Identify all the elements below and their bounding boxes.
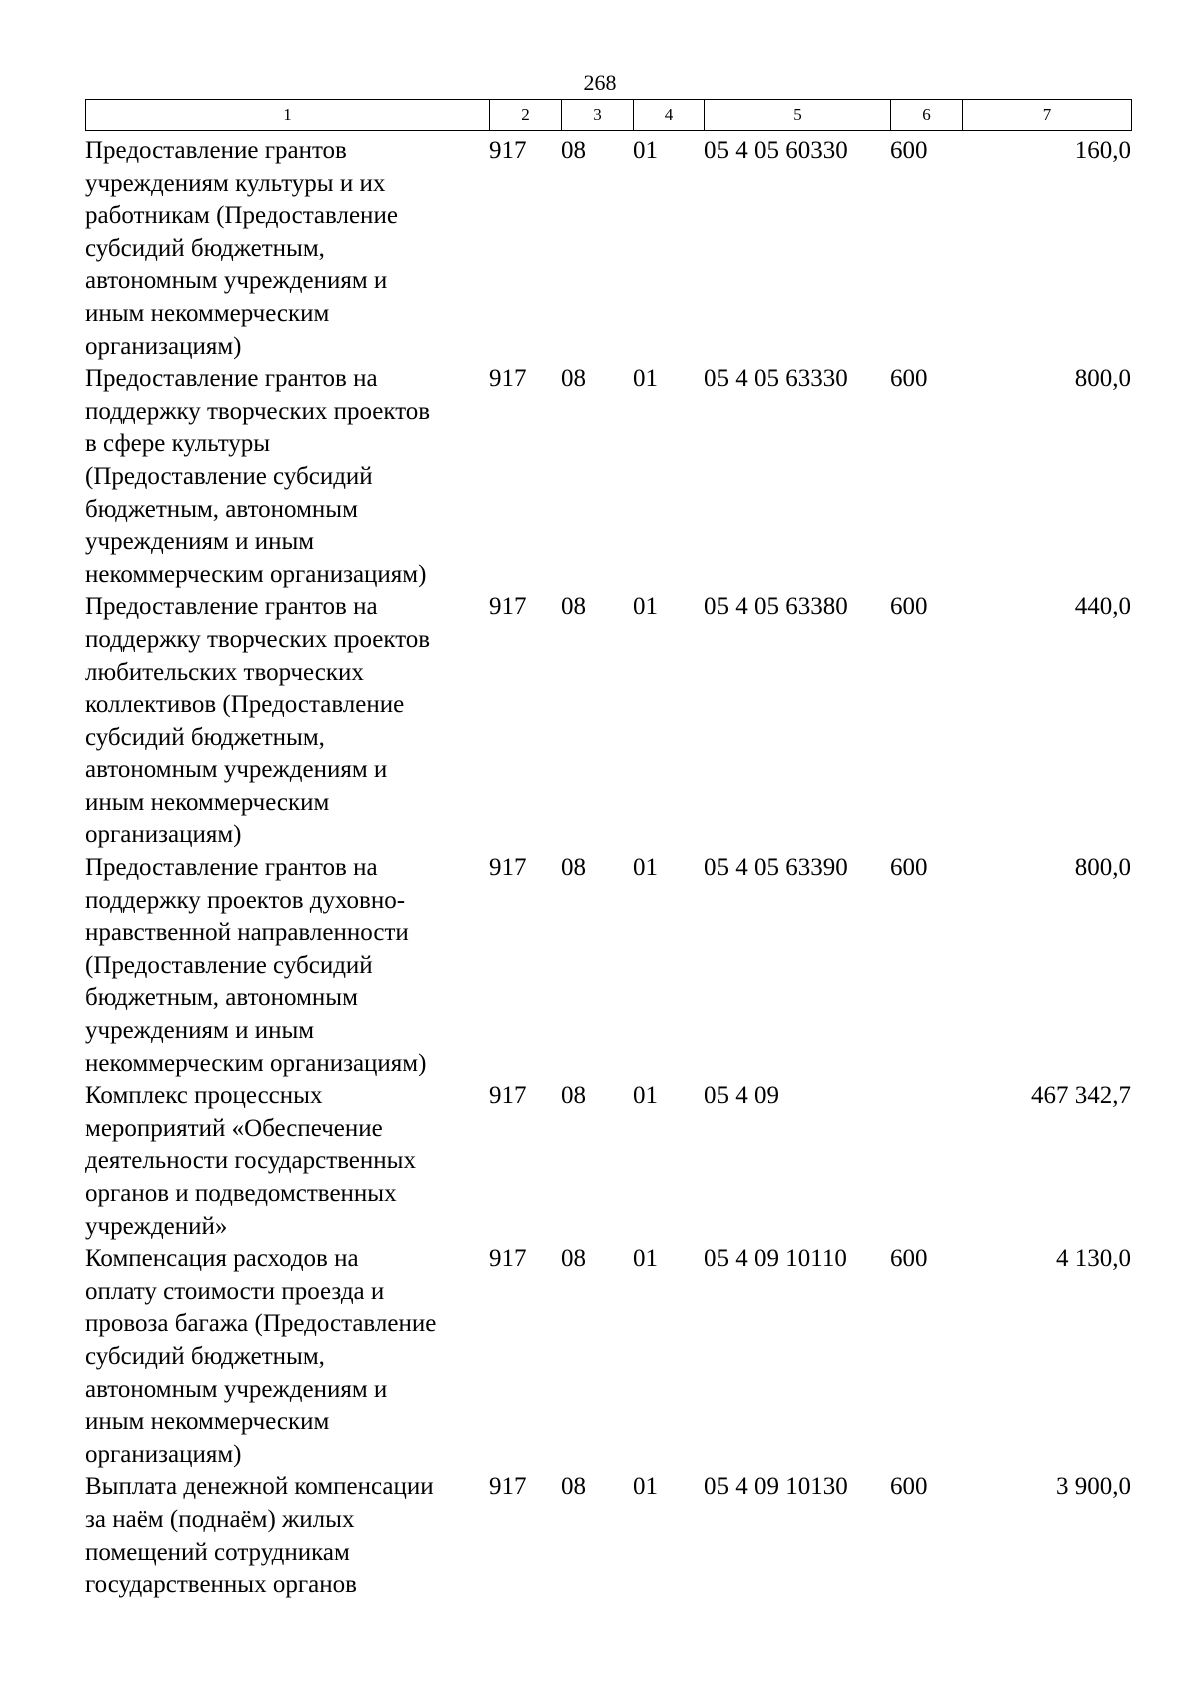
amount: 467 342,7 [1031, 1082, 1131, 1110]
amount: 160,0 [1074, 137, 1131, 164]
ministry-code: 917 [489, 365, 527, 393]
row-description [85, 1471, 489, 1601]
column-header-3: 3 [562, 100, 634, 131]
description-line: (Предоставление субсидий [85, 951, 373, 979]
section-code: 08 [561, 593, 586, 621]
target-article-code: 05 4 05 60330 [704, 137, 848, 164]
ministry-code: 917 [489, 1082, 527, 1110]
description-line: Предоставление грантов на [85, 854, 378, 882]
description-line: Предоставление грантов на [85, 365, 378, 393]
description-line: учреждениям и иным [85, 1017, 315, 1045]
subsection-code: 01 [633, 854, 658, 882]
row-description [85, 363, 489, 591]
description-line: в сфере культуры [85, 430, 271, 458]
subsection-code: 01 [633, 1245, 658, 1273]
expense-type-code: 600 [890, 137, 928, 164]
table-row [85, 1080, 1131, 1243]
target-article-code: 05 4 05 63330 [704, 365, 848, 393]
description-line: нравственной направленности [85, 919, 409, 947]
expense-type-code: 600 [890, 854, 928, 882]
description-line: (Предоставление субсидий [85, 462, 373, 490]
target-article-code: 05 4 09 [704, 1082, 779, 1110]
description-line: поддержку творческих проектов [85, 397, 431, 425]
amount: 800,0 [1074, 854, 1131, 882]
description-line: учреждениям и иным [85, 528, 315, 556]
target-article-code: 05 4 09 10130 [704, 1473, 848, 1501]
ministry-code: 917 [489, 1473, 527, 1501]
target-article-code: 05 4 05 63390 [704, 854, 848, 882]
description-line: автономным учреждениям и [85, 756, 388, 784]
table-row [85, 852, 1131, 1080]
row-description [85, 135, 489, 363]
description-line: субсидий бюджетным, [85, 723, 325, 751]
subsection-code: 01 [633, 1082, 658, 1110]
description-line: оплату стоимости проезда и [85, 1277, 385, 1305]
column-header-5: 5 [705, 100, 891, 131]
table-row [85, 591, 1131, 852]
description-line: коллективов (Предоставление [85, 691, 405, 719]
description-line: бюджетным, автономным [85, 984, 358, 1012]
amount: 4 130,0 [1056, 1245, 1131, 1273]
subsection-code: 01 [633, 137, 658, 164]
table-row [85, 135, 1131, 363]
target-article-code: 05 4 09 10110 [704, 1245, 847, 1273]
ministry-code: 917 [489, 137, 527, 164]
description-line: Выплата денежной компенсации [85, 1473, 434, 1501]
description-line: Компенсация расходов на [85, 1245, 359, 1273]
amount: 800,0 [1074, 365, 1131, 393]
column-header-6: 6 [891, 100, 963, 131]
row-description [85, 1243, 489, 1471]
column-header-4: 4 [634, 100, 705, 131]
description-line: организациям) [85, 1440, 242, 1468]
description-line: бюджетным, автономным [85, 495, 358, 523]
description-line: иным некоммерческим [85, 1408, 330, 1436]
column-header-1: 1 [86, 100, 490, 131]
description-line: автономным учреждениям и [85, 267, 388, 295]
description-line: мероприятий «Обеспечение [85, 1114, 383, 1142]
expense-type-code: 600 [890, 1473, 928, 1501]
description-line: Комплекс процессных [85, 1082, 323, 1110]
row-description [85, 1080, 489, 1243]
description-line: автономным учреждениям и [85, 1375, 388, 1403]
amount: 3 900,0 [1056, 1473, 1131, 1501]
description-line: деятельности государственных [85, 1147, 416, 1175]
section-code: 08 [561, 1082, 586, 1110]
subsection-code: 01 [633, 593, 658, 621]
table-row [85, 1471, 1131, 1601]
target-article-code: 05 4 05 63380 [704, 593, 848, 621]
description-line: провоза багажа (Предоставление [85, 1310, 437, 1338]
description-line: Предоставление грантов [85, 137, 347, 164]
table-row [85, 1243, 1131, 1471]
description-line: иным некоммерческим [85, 788, 330, 816]
description-line: организациям) [85, 332, 242, 360]
description-line: учреждениям культуры и их [85, 169, 386, 197]
description-line: органов и подведомственных [85, 1180, 397, 1207]
row-description [85, 852, 489, 1080]
column-header-table [85, 99, 1132, 131]
table-row [85, 363, 1131, 591]
description-line: иным некоммерческим [85, 299, 330, 327]
row-description [85, 591, 489, 852]
amount: 440,0 [1074, 593, 1131, 621]
description-line: за наём (поднаём) жилых [85, 1505, 355, 1533]
ministry-code: 917 [489, 593, 527, 621]
description-line: организациям) [85, 821, 242, 849]
expense-type-code: 600 [890, 593, 928, 621]
description-line: поддержку проектов духовно- [85, 886, 406, 914]
subsection-code: 01 [633, 1473, 658, 1501]
subsection-code: 01 [633, 365, 658, 393]
description-line: помещений сотрудникам [85, 1538, 350, 1566]
page-number: 268 [583, 70, 617, 95]
description-line: поддержку творческих проектов [85, 625, 431, 653]
column-header-7: 7 [963, 100, 1132, 131]
section-code: 08 [561, 365, 586, 393]
description-line: некоммерческим организациям) [85, 560, 427, 588]
description-line: некоммерческим организациям) [85, 1049, 427, 1077]
ministry-code: 917 [489, 1245, 527, 1273]
description-line: любительских творческих [85, 658, 364, 686]
column-header-2: 2 [490, 100, 562, 131]
section-code: 08 [561, 854, 586, 882]
description-line: работникам (Предоставление [85, 202, 398, 230]
section-code: 08 [561, 1473, 586, 1501]
expense-type-code: 600 [890, 1245, 928, 1273]
expense-type-code: 600 [890, 365, 928, 393]
ministry-code: 917 [489, 854, 527, 882]
budget-table-body [85, 135, 1131, 1602]
description-line: государственных органов [85, 1571, 357, 1599]
description-line: субсидий бюджетным, [85, 1342, 325, 1370]
description-line: учреждений» [85, 1212, 228, 1240]
column-header-row [86, 100, 1132, 131]
section-code: 08 [561, 137, 586, 164]
section-code: 08 [561, 1245, 586, 1273]
description-line: субсидий бюджетным, [85, 234, 325, 262]
description-line: Предоставление грантов на [85, 593, 378, 621]
